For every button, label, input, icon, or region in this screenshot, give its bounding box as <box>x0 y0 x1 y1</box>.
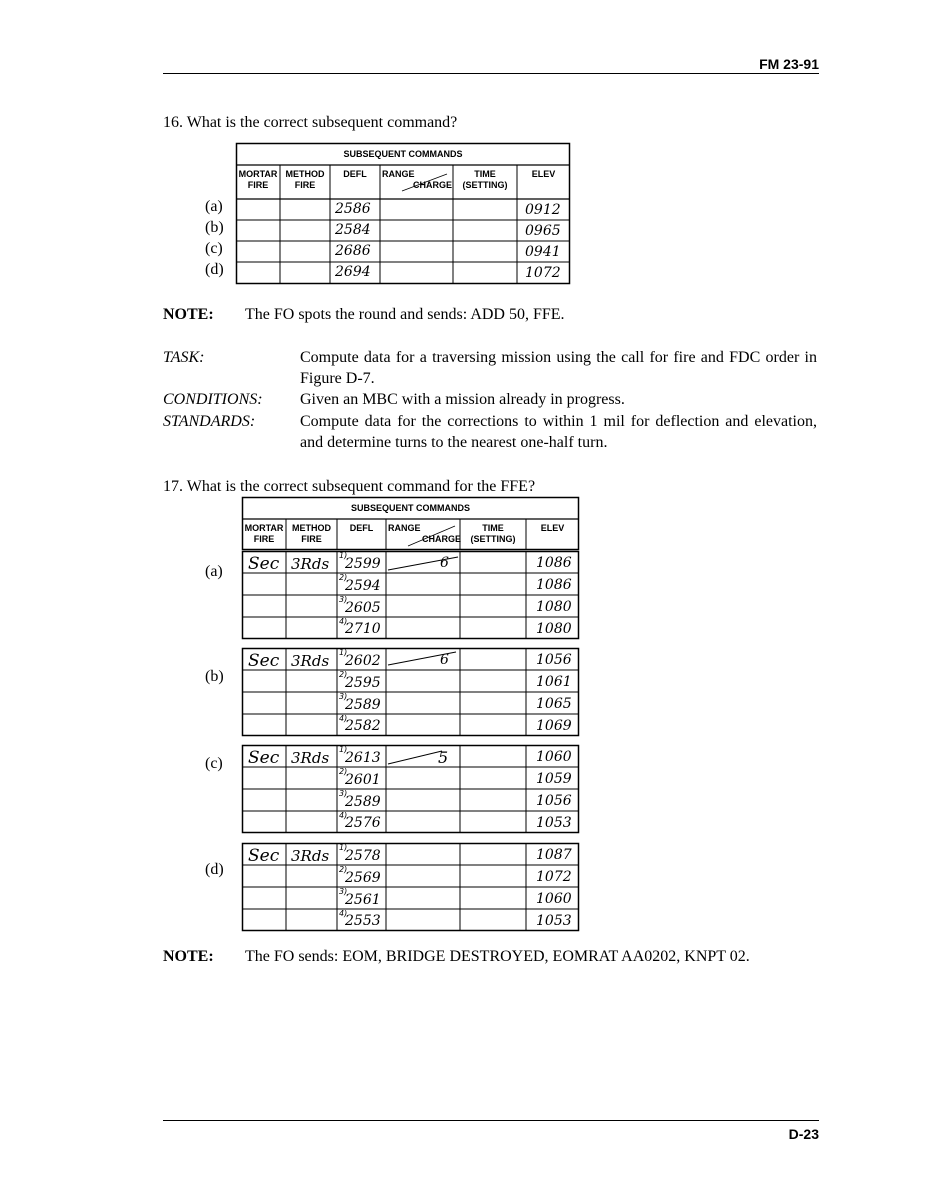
question-17: 17. What is the correct subsequent command for the FFE? <box>163 478 536 495</box>
q17-b-r1-num: 1) <box>339 648 348 657</box>
q17-header-table <box>242 497 580 551</box>
q17-d-r1-num: 1) <box>339 843 348 852</box>
q17-d-r3-num: 3) <box>339 887 348 896</box>
q17-col-defl: DEFL <box>349 523 374 533</box>
footer-rule <box>163 1120 819 1121</box>
q16-table <box>236 143 571 285</box>
q17-a-r1-num: 1) <box>339 551 348 560</box>
q17-a-r2-elev: 1086 <box>536 577 572 593</box>
q16-label-d: (d) <box>205 261 224 278</box>
q17-c-r1-num: 1) <box>339 745 348 754</box>
q17-d-r4-num: 4) <box>339 909 348 918</box>
q17-d-r3-defl: 2561 <box>345 892 381 908</box>
q17-label-b: (b) <box>205 668 224 685</box>
q17-label-a: (a) <box>205 563 223 580</box>
q17-d-r1-defl: 2578 <box>345 848 381 864</box>
q17-b-r4-defl: 2582 <box>345 718 381 734</box>
q17-group-b <box>242 648 580 737</box>
q17-a-charge: 6 <box>440 555 449 571</box>
q17-b-r3-num: 3) <box>339 692 348 701</box>
q17-c-r2-num: 2) <box>339 767 348 776</box>
q17-c-r4-defl: 2576 <box>345 815 381 831</box>
q16-a-defl: 2586 <box>335 201 371 217</box>
q17-a-r4-num: 4) <box>339 617 348 626</box>
q17-col-range: RANGE <box>388 523 421 533</box>
q16-table-title: SUBSEQUENT COMMANDS <box>343 149 463 159</box>
q17-d-method: 3Rds <box>291 847 330 865</box>
q17-a-r3-num: 3) <box>339 595 348 604</box>
q17-col-time: TIME (SETTING) <box>470 523 516 544</box>
q17-label-c: (c) <box>205 755 223 772</box>
q17-c-r4-num: 4) <box>339 811 348 820</box>
q17-col-mortar: MORTAR FIRE <box>244 523 284 544</box>
page-number: D-23 <box>788 1126 819 1142</box>
q17-b-r2-num: 2) <box>339 670 348 679</box>
q16-col-method: METHOD FIRE <box>285 169 325 190</box>
q17-d-mortar: Sec <box>248 846 280 866</box>
q17-a-mortar: Sec <box>248 554 280 574</box>
q16-col-range: RANGE <box>382 169 415 179</box>
task-label: TASK: <box>163 349 205 366</box>
q17-c-r1-elev: 1060 <box>536 749 572 765</box>
q17-d-r2-defl: 2569 <box>345 870 381 886</box>
q17-table-title: SUBSEQUENT COMMANDS <box>350 503 470 513</box>
q17-c-r4-elev: 1053 <box>536 815 572 831</box>
q17-a-r1-defl: 2599 <box>345 556 381 572</box>
q17-b-r2-elev: 1061 <box>536 674 572 690</box>
header-rule <box>163 73 819 74</box>
q16-label-c: (c) <box>205 240 223 257</box>
q17-d-r2-num: 2) <box>339 865 348 874</box>
q17-b-r2-defl: 2595 <box>345 675 381 691</box>
q16-col-defl: DEFL <box>343 169 367 179</box>
q17-c-r2-defl: 2601 <box>345 772 381 788</box>
q17-b-charge: 6 <box>440 652 449 668</box>
q17-b-r4-elev: 1069 <box>536 718 572 734</box>
q17-c-r2-elev: 1059 <box>536 771 572 787</box>
q17-c-charge: 5 <box>438 748 449 767</box>
question-16: 16. What is the correct subsequent command? <box>163 114 458 131</box>
q17-a-method: 3Rds <box>291 555 330 573</box>
q17-b-r1-elev: 1056 <box>536 652 572 668</box>
q16-b-elev: 0965 <box>525 223 561 239</box>
q17-b-method: 3Rds <box>291 652 330 670</box>
q17-label-d: (d) <box>205 861 224 878</box>
q17-a-r4-elev: 1080 <box>536 621 572 637</box>
q17-group-a <box>242 551 580 640</box>
q17-a-r3-elev: 1080 <box>536 599 572 615</box>
q17-col-method: METHOD FIRE <box>292 523 331 544</box>
q17-c-mortar: Sec <box>248 748 280 768</box>
q17-b-r4-num: 4) <box>339 714 348 723</box>
q17-b-r3-elev: 1065 <box>536 696 572 712</box>
q17-b-r1-defl: 2602 <box>345 653 381 669</box>
q16-label-b: (b) <box>205 219 224 236</box>
q17-a-r2-defl: 2594 <box>345 578 381 594</box>
note-2-text: The FO sends: EOM, BRIDGE DESTROYED, EOMRAT AA0202, KNPT 02. <box>245 948 750 965</box>
q16-col-mortar: MORTAR FIRE <box>238 169 278 190</box>
q16-a-elev: 0912 <box>525 202 561 218</box>
conditions-text: Given an MBC with a mission already in progress. <box>300 391 625 408</box>
q17-d-r1-elev: 1087 <box>536 847 572 863</box>
q16-col-elev: ELEV <box>531 169 556 179</box>
note-1-text: The FO spots the round and sends: ADD 50, FFE. <box>245 306 565 323</box>
task-text: Compute data for a traversing mission using the call for fire and FDC order in Figure D-7. <box>300 349 817 387</box>
q17-c-r3-num: 3) <box>339 789 348 798</box>
q16-d-defl: 2694 <box>335 264 371 280</box>
q17-b-r3-defl: 2589 <box>345 697 381 713</box>
q16-d-elev: 1072 <box>525 265 561 281</box>
q16-b-defl: 2584 <box>335 222 371 238</box>
q17-d-r2-elev: 1072 <box>536 869 572 885</box>
q17-a-r2-num: 2) <box>339 573 348 582</box>
q16-c-elev: 0941 <box>525 244 561 260</box>
standards-label: STANDARDS: <box>163 413 256 430</box>
q16-col-time: TIME (SETTING) <box>462 169 508 190</box>
q16-c-defl: 2686 <box>335 243 371 259</box>
q16-label-a: (a) <box>205 198 223 215</box>
q17-group-c <box>242 745 580 834</box>
q17-c-method: 3Rds <box>291 749 330 767</box>
q17-d-r3-elev: 1060 <box>536 891 572 907</box>
q17-col-elev: ELEV <box>540 523 565 533</box>
q17-d-r4-elev: 1053 <box>536 913 572 929</box>
q17-a-r1-elev: 1086 <box>536 555 572 571</box>
q17-col-charge: CHARGE <box>422 534 462 544</box>
q17-c-r1-defl: 2613 <box>345 750 381 766</box>
q17-group-d <box>242 843 580 932</box>
q16-col-charge: CHARGE <box>413 180 453 190</box>
conditions-label: CONDITIONS: <box>163 391 263 408</box>
manual-id: FM 23-91 <box>759 56 819 72</box>
q17-a-r4-defl: 2710 <box>345 621 381 637</box>
q17-c-r3-defl: 2589 <box>345 794 381 810</box>
q17-a-r3-defl: 2605 <box>345 600 381 616</box>
note-2-label: NOTE: <box>163 948 214 965</box>
q16-grid <box>236 143 571 285</box>
q17-d-r4-defl: 2553 <box>345 913 381 929</box>
q17-b-mortar: Sec <box>248 651 280 671</box>
q17-c-r3-elev: 1056 <box>536 793 572 809</box>
standards-text: Compute data for the corrections to within 1 mil for deflection and elevation, and determine turns to the nearest one-half turn. <box>300 413 817 451</box>
note-1-label: NOTE: <box>163 306 214 323</box>
